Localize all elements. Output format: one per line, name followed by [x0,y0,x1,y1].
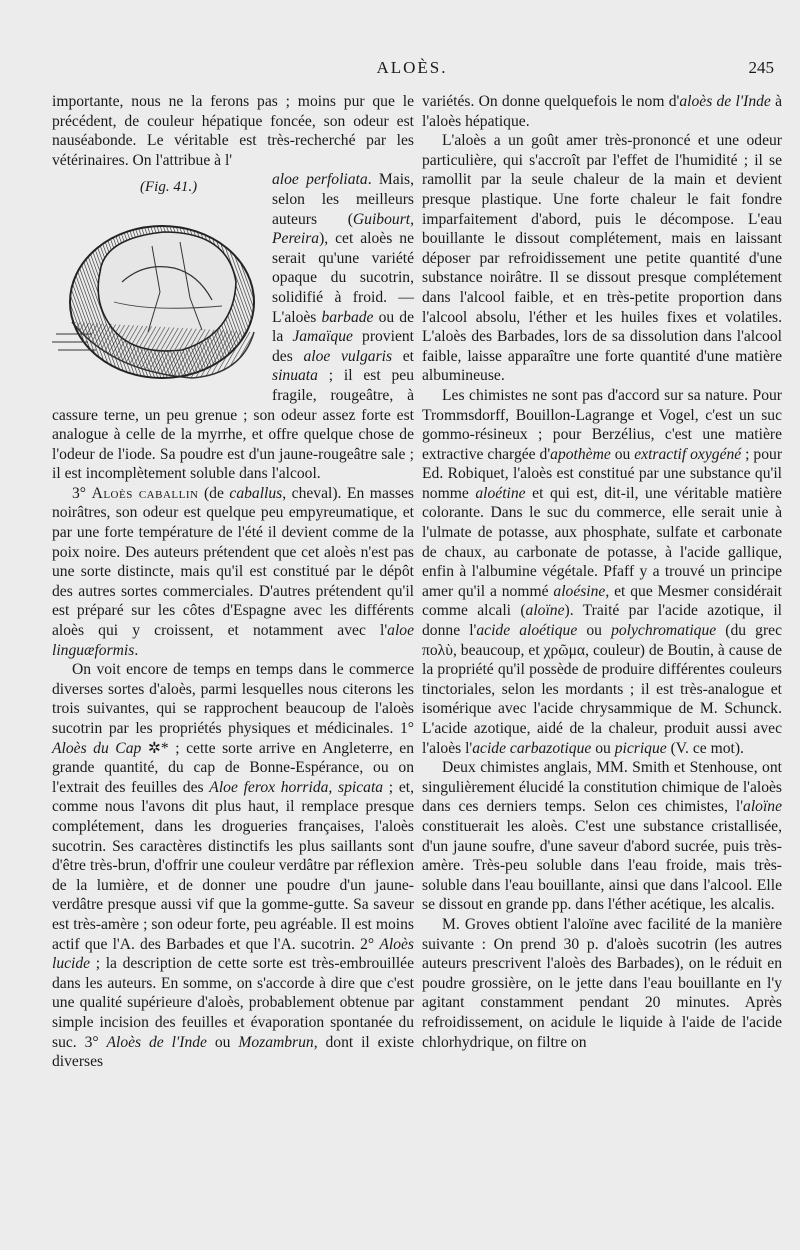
paragraph-groves-method: M. Groves obtient l'aloïne avec facilité de la manière suivante : On prend 30 p. d'aloès sucotrin (les autres auteurs prescrivent l'aloès des Barbades), on le réduit en poudre grossière, on le jette dans l'eau bouillante en l'y agitant constamment pendant 20 minutes. Après refroidissement, on acidule le liquide à l'aide de l'acide chlorhydrique, on filtre on [422,915,782,1051]
figure-aloe-lump [52,176,262,394]
figure-caption: (Fig. 41.) [140,179,198,196]
paragraph: variétés. On donne quelquefois le nom d'aloès de l'Inde à l'aloès hépatique. [422,93,783,130]
paragraph-chemistry: Les chimistes ne sont pas d'accord sur sa nature. Pour Trommsdorff, Bouillon-Lagrange et Vogel, c'est un suc gommo-résineux ; pour Berzélius, c'est une matière extractive chargée d'apothème ou extractif oxygéné ; pour Ed. Robiquet, l'aloès est constitué par une substance qu'il nomme aloétine et qui est, dit-il, une véritable matière colorante. Dans le suc du commerce, elle serait unie à l'ulmate de potasse, aux phosphate, sulfate et carbonate de chaux, au carbonate de potasse, à l'acide gallique, enfin à l'albumine végétale. Pfaff y a trouvé un principe amer qu'il a nommé aloésine, et que Mesmer considérait comme alcali (aloïne). Traité par l'acide azotique, il donne l'acide aloétique ou polychromatique (du grec πολὺ, beaucoup, et χρῶμα, couleur) de Boutin, à cause de la propriété qu'il possède de produire différentes couleurs tinctoriales, selon les mordants ; il est très-analogue et isomérique avec l'acide chrysammique de M. Schunck. L'acide azotique, aidé de la chaleur, produit aussi avec l'aloès l'acide carbazotique ou picrique (V. ce mot). [422,386,783,757]
page-number: 245 [748,58,774,77]
paragraph-properties: L'aloès a un goût amer très-prononcé et une odeur particulière, qui s'accroît par l'effet de l'humidité ; il se ramollit par la seule chaleur de la main et devient presque plastique. Une forte chaleur le fait fondre imparfaitement d'abord, puis le décompose. L'eau bouillante le dissout complétement, mais en laissant déposer par refroidissement une petite quantité d'une substance noirâtre. Il se dissout presque complétement dans l'alcool faible, et en très-petite proportion dans l'alcool absolu, l'éther et les huiles fixes et volatiles. L'aloès des Barbades, lors de sa dissolution dans l'alcool faible, laisse apparaître une forte quantité d'une matière albumineuse. [422,132,782,385]
paragraph-smith-stenhouse: Deux chimistes anglais, MM. Smith et Stenhouse, ont singulièrement élucidé la constitution chimique de l'aloès dans ces derniers temps. Selon ces chimistes, l'aloïne constituerait les aloès. C'est une substance cristallisée, d'un jaune soufre, d'une saveur d'abord sucrée, puis très-amère. Très-peu soluble dans l'eau froide, mais très-soluble dans l'eau bouillante, ainsi que dans l'alcool. Elle se dissout en grande pp. dans l'éther acétique, les alcalis. [422,759,782,914]
right-column [422,92,782,1052]
header-title: ALOÈS. [376,58,448,77]
paragraph-other-aloes: On voit encore de temps en temps dans le commerce diverses sortes d'aloès, parmi lesquelles nous citerons les trois suivantes, qui se rapprochent beaucoup de l'aloès sucotrin par les propriétés physiques et médicinales. 1° Aloès du Cap ✲* ; cette sorte arrive en Angleterre, en grande quantité, du cap de Bonne-Espérance, ou on l'extrait des feuilles des Aloe ferox horrida, spicata ; et, comme nous l'avons dit plus haut, il remplace presque complétement, dans les drogueries françaises, l'aloès sucotrin. Ses caractères distinctifs les plus saillants sont d'être très-brun, d'offrir une couleur verdâtre par réflexion de la lumière, et de donner une poudre d'un jaune-verdâtre presque aussi vif que la gomme-gutte. Sa saveur est très-amère ; son odeur forte, peu agréable. Il est moins actif que l'A. des Barbades et que l'A. sucotrin. 2° Aloès lucide ; la description de cette sorte est très-embrouillée dans les auteurs. En somme, on s'accorde à dire que c'est une qualité supérieure d'aloès, probablement obtenue par simple incision des feuilles et évaporation spontanée du suc. 3° Aloès de l'Inde ou Mozambrun, dont il existe diverses [52,661,415,1071]
paragraph: importante, nous ne la ferons pas ; moins pur que le précédent, de couleur hépatique foncée, son odeur est nauséabonde. Le véritable est très-recherché par les vétérinaires. On l'attribue à l' [52,93,414,169]
running-header [50,54,774,82]
aloe-lump-illustration [52,202,258,390]
left-column: importante, nous ne la ferons pas ; moins pur que le précédent, de couleur hépatique foncée, son odeur est nauséabonde. Le véritable est très-recherché par les vétérinaires. On l'attribue à l' (Fig. 41.) aloe perfoliata. Mais, selon les meilleurs auteurs (Guibourt, Pereira), cet aloès ne serait qu'une variété opaque du sucotrin, solidifié à froid. — L'aloès barbade ou de la Jamaïque provient des aloe vulgaris et sinuata ; il est peu fragile, rougeâtre, à cassure terne, un peu grenue ; son odeur assez forte est analogue à celle de la myrrhe, et offre quelque chose de l'odeur de l'iode. Sa poudre est d'un jaune-rougeâtre sale ; il est incomplètement soluble dans l'alcool. 3° Aloès caballin (de caballus, cheval). En masses noirâtres, son odeur est quelque peu empyreumatique, et par une forte température de l'été il devient comme de la poix noire. Des auteurs prétendent que cet aloès n'est pas une sorte distincte, mais qu'il est constitué par le dépôt des autres sortes commerciales. D'autres prétendent qu'il est préparé sur les côtes d'Espagne avec les différents aloès qui y croissent, et notamment avec l'aloe linguæformis. On voit encore de temps en temps dans le commerce diverses sortes d'aloès, parmi lesquelles nous citerons les trois suivantes, qui se rapprochent beaucoup de l'aloès sucotrin par les propriétés physiques et médicinales. 1° Aloès du Cap ✲* ; cette sorte arrive en Angleterre, en grande quantité, du cap de Bonne-Espérance, ou on l'extrait des feuilles des Aloe ferox horrida, spicata ; et, comme nous l'avons dit plus haut, il remplace presque complétement, dans les drogueries françaises, l'aloès sucotrin. Ses caractères distinctifs les plus saillants sont d'être très-brun, d'offrir une couleur verdâtre par réflexion de la lumière, et de donner une poudre d'un jaune-verdâtre presque aussi vif que la gomme-gutte. Sa saveur est très-amère ; son odeur forte, peu agréable. Il est moins actif que l'A. des Barbades et que l'A. sucotrin. 2° Aloès lucide ; la description de cette sorte est très-embrouillée dans les auteurs. En somme, on s'accorde à dire que c'est une qualité supérieure d'aloès, probablement obtenue par simple incision des feuilles et évaporation spontanée du suc. 3° Aloès de l'Inde ou Mozambrun, dont il existe diverses [52,93,415,1071]
paragraph-aloes-caballin: 3° Aloès caballin (de caballus, cheval). En masses noirâtres, son odeur est quelque peu empyreumatique, et par une forte température de l'été il devient comme de la poix noire. Des auteurs prétendent que cet aloès n'est pas une sorte distincte, mais qu'il est constitué par le dépôt des autres sortes commerciales. D'autres prétendent qu'il est préparé sur les côtes d'Espagne avec les différents aloès qui y croissent, et notamment avec l'aloe linguæformis. [52,484,414,659]
